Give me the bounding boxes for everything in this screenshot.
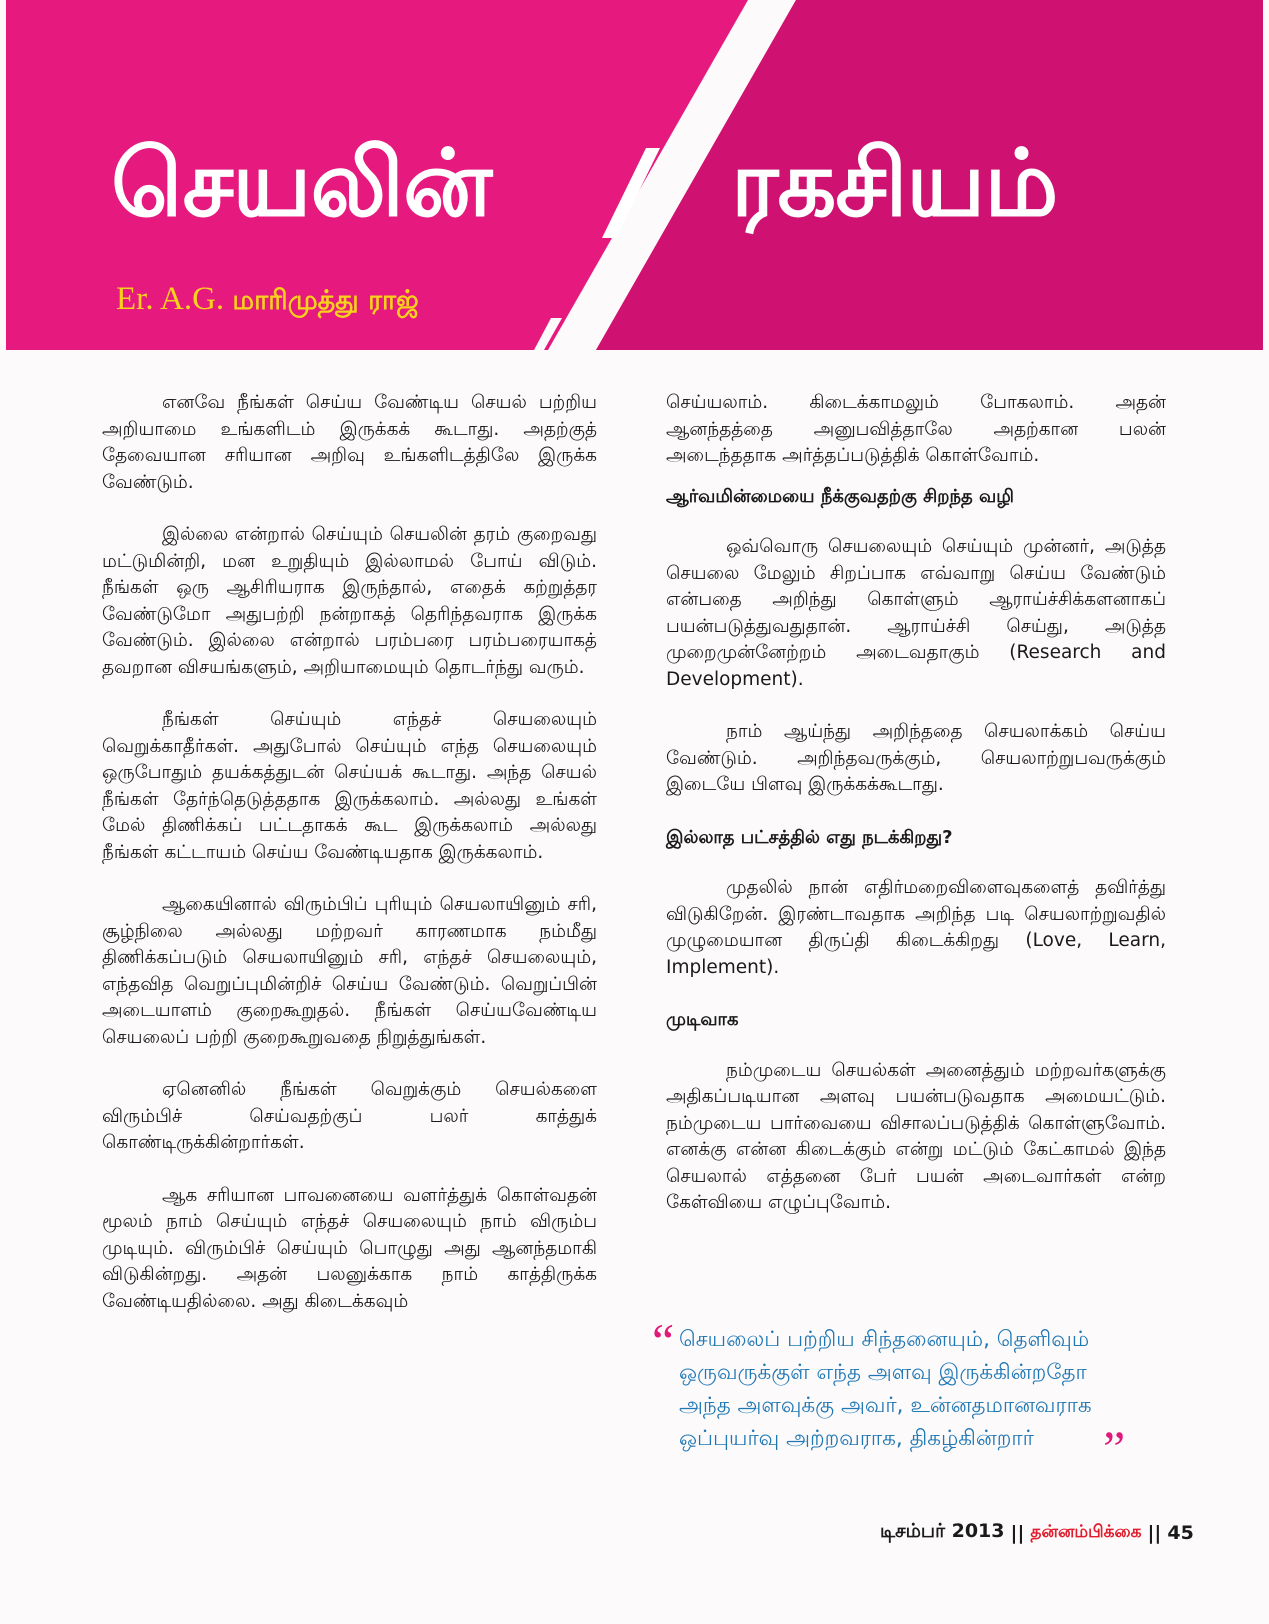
title-left: செயலின் bbox=[111, 130, 492, 237]
pull-quote-line: ஒப்புயர்வு அற்றவராக, திகழ்கின்றார் bbox=[679, 1426, 1034, 1451]
left-paragraph-4: ஆகையினால் விரும்பிப் புரியும் செயலாயினும் சரி, சூழ்நிலை அல்லது மற்றவர் காரணமாக நம்மீது திணிக்கப்படும் செயலாயினும் சரி, எந்தச் செயலையும், எந்தவித வெறுப்புமின்றிச் செய்ய வேண்டும். வெறுப்பின் அடையாளம் குறைகூறுதல். நீங்கள் செய்யவேண்டிய செயலைப் பற்றி குறைகூறுவதை நிறுத்துங்கள். bbox=[102, 894, 597, 1048]
footer-date: டிசம்பர் 2013 bbox=[880, 1520, 1005, 1542]
right-continuation: செய்யலாம். கிடைக்காமலும் போகலாம். அதன் ஆனந்தத்தை அனுபவித்தாலே அதற்கான பலன் அடைந்ததாக அர்த்தப்படுத்திக் கொள்வோம். bbox=[666, 392, 1166, 466]
left-column bbox=[102, 390, 597, 1341]
right-paragraph-4: நம்முடைய செயல்கள் அனைத்தும் மற்றவர்களுக்கு அதிகப்படியான அளவு பயன்படுவதாக அமையட்டும். நம்முடைய பார்வையை விசாலப்படுத்திக் கொள்ளுவோம். எனக்கு என்ன கிடைக்கும் என்று மட்டும் கேட்காமல் இந்த செயலால் எத்தனை பேர் பயன் அடைவார்கள் என்ற கேள்வியை எழுப்புவோம். bbox=[666, 1059, 1166, 1213]
subheading-otherwise: இல்லாத பட்சத்தில் எது நடக்கிறது? bbox=[666, 826, 953, 848]
right-paragraph-1: ஒவ்வொரு செயலையும் செய்யும் முன்னர், அடுத்த செயலை மேலும் சிறப்பாக எவ்வாறு செய்ய வேண்டும் என்பதை அறிந்து கொள்ளும் ஆராய்ச்சிக்களனாகப் பயன்படுத்துவதுதான். ஆராய்ச்சி செய்து, அடுத்த முறைமுன்னேற்றம் அடைவதாகும் (Research and Development). bbox=[666, 536, 1166, 690]
title-right: ரகசியம் bbox=[731, 130, 1058, 237]
footer-separator: || bbox=[1147, 1521, 1162, 1544]
footer-separator: || bbox=[1010, 1521, 1025, 1544]
page-footer bbox=[880, 1520, 1194, 1545]
left-paragraph-1: எனவே நீங்கள் செய்ய வேண்டிய செயல் பற்றிய அறியாமை உங்களிடம் இருக்கக் கூடாது. அதற்குத் தேவையான சரியான அறிவு உங்களிடத்திலே இருக்க வேண்டும். bbox=[102, 392, 597, 493]
right-column bbox=[666, 390, 1166, 1243]
pull-quote-line: ஒருவருக்குள் எந்த அளவு இருக்கின்றதோ bbox=[679, 1360, 1087, 1385]
author-name: மாரிமுத்து ராஜ் bbox=[232, 285, 419, 316]
author-prefix: Er. A.G. bbox=[116, 281, 225, 317]
left-paragraph-5: ஏனெனில் நீங்கள் வெறுக்கும் செயல்களை விரும்பிச் செய்வதற்குப் பலர் காத்துக் கொண்டிருக்கின்றார்கள். bbox=[102, 1079, 597, 1153]
left-paragraph-6: ஆக சரியான பாவனையை வளர்த்துக் கொள்வதன் மூலம் நாம் செய்யும் எந்தச் செயலையும் நாம் விரும்ப முடியும். விரும்பிச் செய்யும் பொழுது அது ஆனந்தமாகி விடுகின்றது. அதன் பலனுக்காக நாம் காத்திருக்க வேண்டியதில்லை. அது கிடைக்கவும் bbox=[102, 1184, 597, 1312]
left-paragraph-2: இல்லை என்றால் செய்யும் செயலின் தரம் குறைவது மட்டுமின்றி, மன உறுதியும் இல்லாமல் போய் விடும். நீங்கள் ஒரு ஆசிரியராக இருந்தால், எதைக் கற்றுத்தர வேண்டுமோ அதுபற்றி நன்றாகத் தெரிந்தவராக இருக்க வேண்டும். இல்லை என்றால் பரம்பரை பரம்பரையாகத் தவறான விசயங்களும், அறியாமையும் தொடர்ந்து வரும். bbox=[102, 524, 597, 678]
header-banner bbox=[6, 0, 1263, 350]
right-paragraph-3: முதலில் நான் எதிர்மறைவிளைவுகளைத் தவிர்த்து விடுகிறேன். இரண்டாவதாக அறிந்த படி செயலாற்றுவதில் முழுமையான திருப்தி கிடைக்கிறது (Love, Learn, Implement). bbox=[666, 877, 1166, 978]
subheading-conclusion: முடிவாக bbox=[666, 1009, 739, 1030]
quote-open-mark: “ bbox=[652, 1313, 675, 1369]
pull-quote-line: அந்த அளவுக்கு அவர், உன்னதமானவராக bbox=[679, 1393, 1092, 1418]
author-byline bbox=[116, 283, 419, 316]
pull-quote-line: செயலைப் பற்றிய சிந்தனையும், தெளிவும் bbox=[679, 1327, 1090, 1352]
quote-close-mark: ” bbox=[1103, 1420, 1126, 1476]
magazine-name: தன்னம்பிக்கை bbox=[1030, 1521, 1142, 1542]
page-number: 45 bbox=[1167, 1521, 1194, 1544]
left-paragraph-3: நீங்கள் செய்யும் எந்தச் செயலையும் வெறுக்காதீர்கள். அதுபோல் செய்யும் எந்த செயலையும் ஒருபோதும் தயக்கத்துடன் செய்யக் கூடாது. அந்த செயல் நீங்கள் தேர்ந்தெடுத்ததாக இருக்கலாம். அல்லது உங்கள் மேல் திணிக்கப் பட்டதாகக் கூட இருக்கலாம் அல்லது நீங்கள் கட்டாயம் செய்ய வேண்டியதாக இருக்கலாம். bbox=[102, 709, 597, 863]
right-paragraph-2: நாம் ஆய்ந்து அறிந்ததை செயலாக்கம் செய்ய வேண்டும். அறிந்தவருக்கும், செயலாற்றுபவருக்கும் இடையே பிளவு இருக்கக்கூடாது. bbox=[666, 721, 1166, 795]
subheading-interest: ஆர்வமின்மையை நீக்குவதற்கு சிறந்த வழி bbox=[666, 485, 1014, 507]
